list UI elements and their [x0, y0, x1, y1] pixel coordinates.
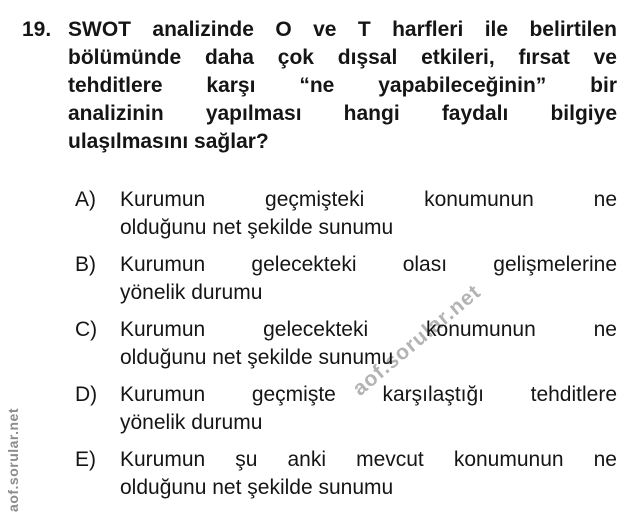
option-letter: B)	[75, 253, 96, 276]
option-line: olduğunu net şekilde sunumu	[120, 476, 394, 499]
options-list	[75, 186, 617, 502]
option-line: olduğunu net şekilde sunumu	[120, 216, 394, 239]
question-line: bölümünde daha çok dışsal etkileri, fırsat ve	[68, 46, 617, 69]
option-text	[120, 186, 617, 242]
option-b	[75, 251, 617, 307]
option-a	[75, 186, 617, 242]
option-letter: C)	[75, 318, 98, 341]
question-line: tehditlere karşı “ne yapabileceğinin” bir	[68, 74, 617, 97]
option-letter: D)	[75, 383, 98, 406]
option-line: yönelik durumu	[120, 281, 263, 304]
watermark-diagonal: aof.sorular.net	[348, 280, 486, 401]
option-line: Kurumun şu anki mevcut konumunun ne	[120, 448, 617, 471]
question-text	[68, 16, 617, 156]
option-line: Kurumun gelecekteki olası gelişmelerine	[120, 253, 617, 276]
option-line: Kurumun geçmişteki konumunun ne	[120, 188, 617, 211]
option-line: Kurumun gelecekteki konumunun ne	[120, 318, 617, 341]
option-line: olduğunu net şekilde sunumu	[120, 346, 394, 369]
question-line: SWOT analizinde O ve T harfleri ile belirtilen	[68, 18, 617, 41]
option-line: Kurumun geçmişte karşılaştığı tehditlere	[120, 383, 617, 406]
option-e	[75, 446, 617, 502]
option-line: yönelik durumu	[120, 411, 263, 434]
option-text	[120, 446, 617, 502]
option-letter: E)	[75, 448, 96, 471]
option-text	[120, 381, 617, 437]
option-text	[120, 251, 617, 307]
option-d	[75, 381, 617, 437]
question-line: analizinin yapılması hangi faydalı bilgiye	[68, 102, 617, 125]
option-text	[120, 316, 617, 372]
question-line: ulaşılmasını sağlar?	[68, 130, 269, 153]
question-block	[22, 16, 617, 156]
watermark-left-vertical: aof.sorular.net	[5, 408, 21, 512]
option-letter: A)	[75, 188, 96, 211]
option-c	[75, 316, 617, 372]
question-number: 19.	[22, 18, 52, 41]
